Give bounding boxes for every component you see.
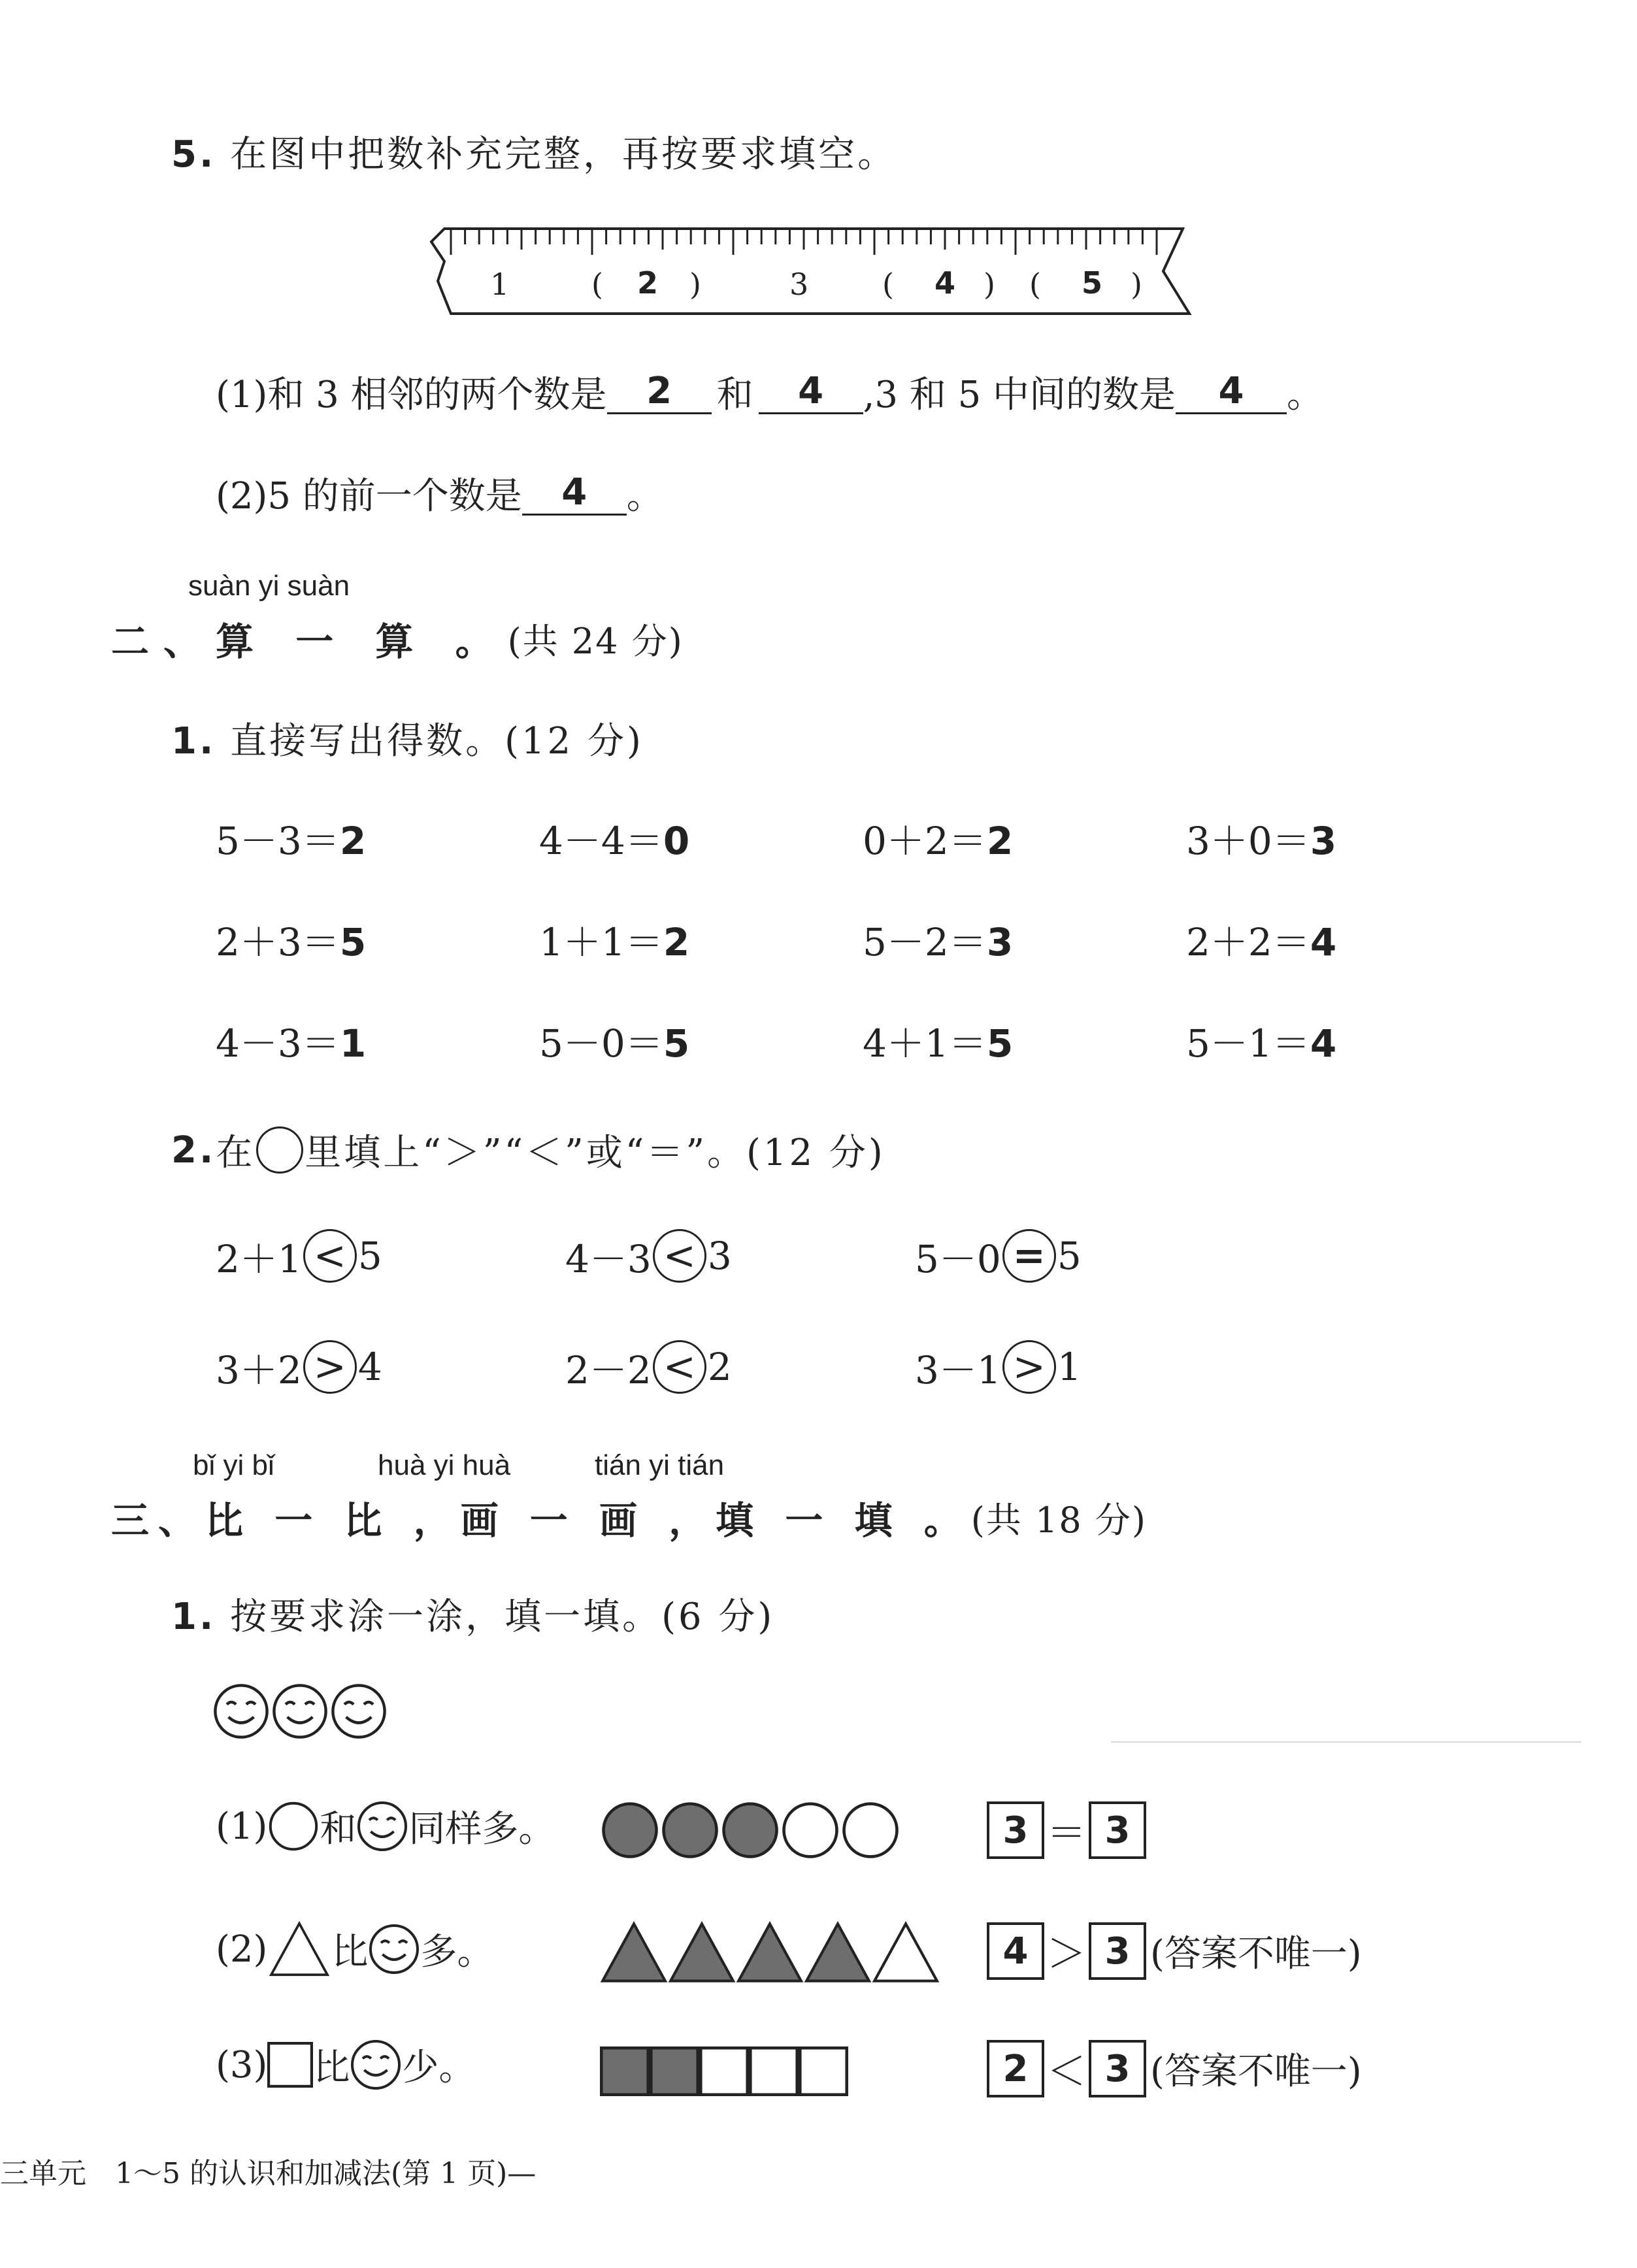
sec2-heading xyxy=(111,611,684,666)
circle-icon[interactable] xyxy=(600,1800,660,1860)
item-label-number: (2) xyxy=(216,1928,268,1971)
shape-row xyxy=(600,1800,901,1860)
q5-text: 在图中把数补充完整，再按要求填空。 xyxy=(230,133,897,176)
circle-outline-icon xyxy=(267,1800,320,1852)
item-label xyxy=(216,2039,475,2091)
ruler-label-1: 1 xyxy=(490,267,510,302)
comparison-left: 3－1 xyxy=(915,1348,1001,1392)
sec2-q2-number: 2. xyxy=(171,1128,216,1172)
item-label-suffix: 多。 xyxy=(420,1931,494,1973)
comparison-operator: ＜ xyxy=(1047,2049,1086,2095)
equation-answer[interactable]: 3 xyxy=(986,920,1014,964)
item-label xyxy=(216,1921,493,1977)
comparison-item xyxy=(565,1339,732,1394)
comparison-symbol-circle[interactable]: > xyxy=(303,1340,357,1394)
equation-item xyxy=(863,1013,1013,1068)
comparison-left: 5－0 xyxy=(915,1237,1001,1281)
triangle-outline-icon xyxy=(267,1921,331,1977)
sec2-q1-number: 1. xyxy=(171,720,216,763)
sec2-q2-heading xyxy=(171,1124,885,1176)
item-label-connector: 比 xyxy=(313,2046,350,2089)
equation-item xyxy=(863,912,1013,966)
triangle-icon[interactable] xyxy=(872,1921,940,1984)
comparison-right: 1 xyxy=(1057,1345,1082,1389)
equation-answer[interactable]: 5 xyxy=(663,1021,690,1066)
ruler xyxy=(431,222,1202,320)
answer-box-right[interactable]: 3 xyxy=(1089,2040,1146,2097)
ruler-answer-4: 4 xyxy=(934,265,956,301)
circle-icon[interactable] xyxy=(720,1800,780,1860)
square-icon[interactable] xyxy=(749,2046,799,2096)
comparison-item xyxy=(915,1339,1082,1394)
q5-number: 5. xyxy=(171,133,216,176)
circle-icon[interactable] xyxy=(780,1800,840,1860)
sec3-pinyin-1: bǐ yi bǐ xyxy=(193,1449,274,1481)
sec2-title: 二、算 一 算 。 xyxy=(111,619,508,664)
smiley-face-icon xyxy=(350,2039,402,2091)
q5-sub1-answer2[interactable]: 4 xyxy=(759,370,863,414)
sec2-pinyin: suàn yi suàn xyxy=(188,570,350,602)
equation-expression: 4－3＝ xyxy=(216,1021,340,1066)
comparison-symbol-circle[interactable]: = xyxy=(1002,1229,1056,1283)
square-icon[interactable] xyxy=(699,2046,749,2096)
answer-note: (答案不唯一) xyxy=(1150,2050,1362,2093)
square-icon[interactable] xyxy=(600,2046,650,2096)
comparison-symbol-circle[interactable]: > xyxy=(1002,1340,1056,1394)
answer-box-right[interactable]: 3 xyxy=(1089,1801,1146,1859)
ruler-outline xyxy=(431,229,1189,314)
equation-answer[interactable]: 2 xyxy=(986,819,1014,863)
smiley-face-icon xyxy=(368,1923,420,1975)
comparison-item xyxy=(565,1228,732,1283)
equation-expression: 1＋1＝ xyxy=(539,920,663,964)
comparison-left: 2＋1 xyxy=(216,1237,302,1281)
item-label-suffix: 少。 xyxy=(402,2046,476,2089)
smiley-face-icon xyxy=(212,1683,270,1740)
equation-item xyxy=(539,1013,689,1068)
q5-sub1-answer1[interactable]: 2 xyxy=(607,370,712,414)
q5-sub2-suffix: 。 xyxy=(626,475,663,518)
q5-sub2-prefix: (2)5 的前一个数是 xyxy=(216,475,522,518)
comparison-symbol-circle[interactable]: < xyxy=(653,1340,706,1394)
smiley-face-icon xyxy=(330,1683,388,1743)
equation-expression: 3＋0＝ xyxy=(1186,819,1310,863)
triangle-icon[interactable] xyxy=(668,1921,736,1984)
comparison-right: 5 xyxy=(1057,1234,1082,1278)
comparison-symbol-circle[interactable]: < xyxy=(303,1229,357,1283)
q5-sub1-prefix: (1)和 3 相邻的两个数是 xyxy=(216,374,607,416)
equation-answer[interactable]: 4 xyxy=(1310,1021,1337,1066)
ruler-paren-close: ) xyxy=(984,267,995,302)
comparison-left: 4－3 xyxy=(565,1237,652,1281)
q5-sub1 xyxy=(216,366,1323,418)
q5-sub2 xyxy=(216,467,663,519)
shape-row xyxy=(600,1921,940,1984)
equation-expression: 5－3＝ xyxy=(216,819,340,863)
circle-icon[interactable] xyxy=(660,1800,720,1860)
answer-box-right[interactable]: 3 xyxy=(1089,1922,1146,1980)
page-footer: 三单元 1～5 的认识和加减法(第 1 页)— xyxy=(0,2157,537,2190)
item-label-suffix: 同样多。 xyxy=(408,1808,555,1850)
ruler-answer-2: 2 xyxy=(637,265,659,301)
equation-answer[interactable]: 5 xyxy=(986,1021,1014,1066)
ruler-paren-open: ( xyxy=(591,267,603,302)
q5-sub1-mid1: 和 xyxy=(716,374,753,416)
sec3-pinyin-3: tián yi tián xyxy=(595,1449,725,1481)
comparison-left: 3＋2 xyxy=(216,1348,302,1392)
square-icon[interactable] xyxy=(799,2046,848,2096)
q5-sub1-mid2: ,3 和 5 中间的数是 xyxy=(863,374,1176,416)
equation-answer[interactable]: 1 xyxy=(339,1021,367,1066)
smiley-face-icon xyxy=(356,1800,408,1852)
smiley-face-icon xyxy=(212,1683,270,1743)
sec3-title: 三、比 一 比 ，画 一 画 ，填 一 填 。 xyxy=(111,1498,971,1543)
sec3-heading xyxy=(111,1490,1147,1545)
smiley-face-icon xyxy=(356,1800,408,1852)
equation-item xyxy=(539,810,689,865)
item-label-connector: 比 xyxy=(331,1931,369,1973)
equation-answer[interactable]: 4 xyxy=(1310,920,1337,964)
sec3-pinyin-2: huà yi huà xyxy=(378,1449,511,1481)
shape-row xyxy=(600,2046,848,2096)
sec3-q1-number: 1. xyxy=(171,1596,216,1638)
sec3-score: (共 18 分) xyxy=(970,1499,1147,1541)
comparison-item xyxy=(216,1339,382,1394)
ruler-paren-open: ( xyxy=(882,267,894,302)
equation-expression: 5－1＝ xyxy=(1186,1021,1310,1066)
q5-sub2-answer[interactable]: 4 xyxy=(522,471,627,516)
comparison-item xyxy=(915,1228,1082,1283)
equation-item xyxy=(216,810,366,865)
smiley-face-icon xyxy=(368,1923,420,1975)
equation-expression: 2＋3＝ xyxy=(216,920,340,964)
comparison-operator: ＞ xyxy=(1047,1931,1086,1977)
smiley-face-icon xyxy=(271,1683,329,1743)
equation-item xyxy=(863,810,1013,865)
ruler-answer-5: 5 xyxy=(1082,265,1103,301)
equation-expression: 4＋1＝ xyxy=(863,1021,987,1066)
square-outline-icon xyxy=(267,2042,313,2088)
ruler-paren-close: ) xyxy=(689,267,701,302)
comparison-left: 2－2 xyxy=(565,1348,652,1392)
equation-answer[interactable]: 2 xyxy=(663,920,690,964)
item-label-number: (3) xyxy=(216,2043,268,2086)
comparison-boxes xyxy=(987,1801,1150,1859)
sec2-q1-text: 直接写出得数。(12 分) xyxy=(230,720,644,763)
equation-answer[interactable]: 0 xyxy=(663,819,690,863)
equation-expression: 2＋2＝ xyxy=(1186,920,1310,964)
comparison-boxes xyxy=(987,1922,1362,1980)
triangle-icon[interactable] xyxy=(736,1921,804,1984)
sec3-q1-text: 按要求涂一涂，填一填。(6 分) xyxy=(230,1596,775,1638)
ruler-label-3: 3 xyxy=(789,267,809,302)
equation-answer[interactable]: 3 xyxy=(1310,819,1337,863)
equation-answer[interactable]: 5 xyxy=(339,920,367,964)
sec2-score: (共 24 分) xyxy=(507,620,684,662)
q5-heading xyxy=(171,125,897,178)
equation-item xyxy=(1186,1013,1336,1068)
ruler-paren-open: ( xyxy=(1029,267,1041,302)
comparison-right: 5 xyxy=(357,1234,382,1278)
ruler-paren-close: ) xyxy=(1131,267,1142,302)
smiley-row xyxy=(212,1683,389,1743)
item-label-number: (1) xyxy=(216,1805,268,1848)
equation-item xyxy=(1186,912,1336,966)
comparison-boxes xyxy=(987,2040,1362,2097)
comparison-right: 2 xyxy=(707,1345,732,1389)
scan-artifact-line xyxy=(1111,1741,1581,1743)
smiley-face-icon xyxy=(271,1683,329,1740)
equation-expression: 5－2＝ xyxy=(863,920,987,964)
equation-item xyxy=(1186,810,1336,865)
equation-item xyxy=(216,1013,366,1068)
equation-item xyxy=(216,912,366,966)
smiley-face-icon xyxy=(350,2039,402,2091)
equation-expression: 5－0＝ xyxy=(539,1021,663,1066)
answer-note: (答案不唯一) xyxy=(1150,1933,1362,1975)
comparison-right: 3 xyxy=(707,1234,732,1278)
item-label xyxy=(216,1800,555,1852)
square-icon[interactable] xyxy=(650,2046,699,2096)
sec2-q2-text-a: 在 xyxy=(216,1132,256,1174)
answer-box-left[interactable]: 2 xyxy=(987,2040,1044,2097)
ruler-ticks xyxy=(451,230,1157,255)
equation-expression: 4－4＝ xyxy=(539,819,663,863)
triangle-icon[interactable] xyxy=(600,1921,668,1984)
q5-sub1-answer3[interactable]: 4 xyxy=(1176,370,1287,414)
answer-box-left[interactable]: 3 xyxy=(987,1801,1044,1859)
equation-item xyxy=(539,912,689,966)
equation-expression: 0＋2＝ xyxy=(863,819,987,863)
comparison-operator: ＝ xyxy=(1047,1811,1086,1856)
smiley-face-icon xyxy=(330,1683,388,1740)
sec2-q2-text-b: 里填上“＞”“＜”或“＝”。(12 分) xyxy=(305,1132,885,1174)
answer-box-left[interactable]: 4 xyxy=(987,1922,1044,1980)
sec3-q1-heading xyxy=(171,1588,774,1640)
item-label-connector: 和 xyxy=(320,1808,357,1850)
comparison-right: 4 xyxy=(357,1345,382,1389)
empty-circle-icon xyxy=(256,1126,303,1174)
comparison-symbol-circle[interactable]: < xyxy=(653,1229,706,1283)
equation-answer[interactable]: 2 xyxy=(339,819,367,863)
q5-sub1-suffix: 。 xyxy=(1287,374,1324,416)
sec2-q1-heading xyxy=(171,712,644,764)
comparison-item xyxy=(216,1228,382,1283)
circle-icon[interactable] xyxy=(840,1800,901,1860)
triangle-icon[interactable] xyxy=(804,1921,872,1984)
